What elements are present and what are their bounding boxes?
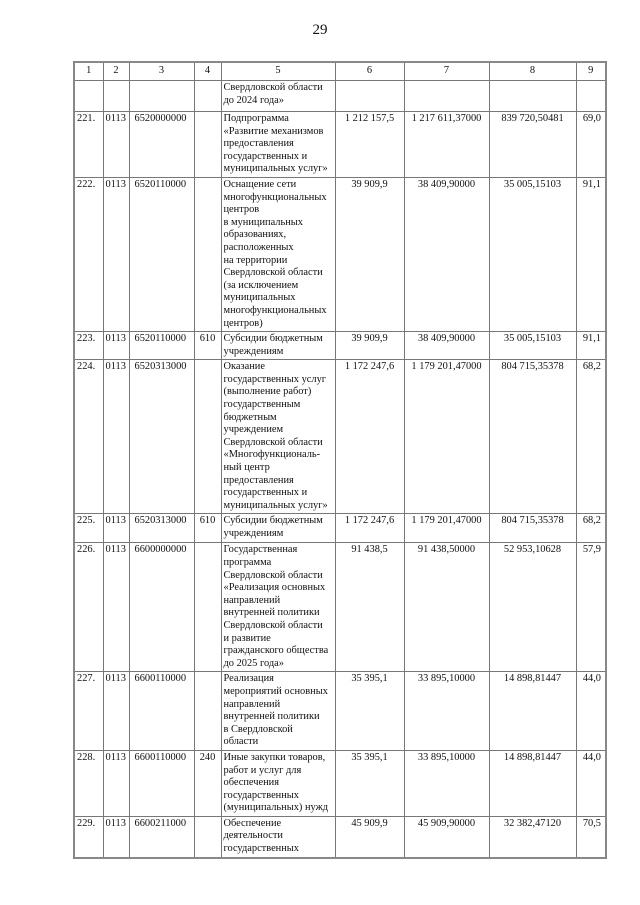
planned-value: 39 909,9 <box>335 332 404 360</box>
item-name-line: Подпрограмма <box>223 113 289 124</box>
execution-percent: 57,9 <box>576 543 606 672</box>
item-name <box>221 332 335 360</box>
item-name-line: в Свердловской <box>223 723 293 735</box>
target-code <box>129 81 194 112</box>
item-name-line: многофункциональных <box>223 191 327 203</box>
item-name <box>221 816 335 858</box>
target-code: 6520000000 <box>129 112 194 178</box>
row-number: 227. <box>74 672 103 751</box>
item-name-line: муниципальных <box>223 292 296 304</box>
item-name-line: «Развитие механизмов <box>223 125 324 137</box>
target-code: 6600000000 <box>129 543 194 672</box>
item-name-line: государственных и <box>223 150 308 162</box>
expense-type <box>194 112 221 178</box>
item-name-line: учреждениям <box>223 345 284 357</box>
planned-value: 1 172 247,6 <box>335 360 404 514</box>
execution-percent: 70,5 <box>576 816 606 858</box>
item-name <box>221 112 335 178</box>
column-header: 9 <box>576 62 606 81</box>
row-number: 229. <box>74 816 103 858</box>
expense-type <box>194 543 221 672</box>
executed-value: 14 898,81447 <box>489 750 576 816</box>
planned-value: 39 909,9 <box>335 177 404 331</box>
item-name <box>221 750 335 816</box>
table-row <box>74 816 606 858</box>
table-row <box>74 543 606 672</box>
approved-value: 38 409,90000 <box>404 177 489 331</box>
item-name-line: Свердловской области <box>223 569 323 581</box>
item-name-line: ный центр <box>223 462 270 474</box>
row-number: 223. <box>74 332 103 360</box>
item-name-line: обеспечения <box>223 777 279 789</box>
item-name-line: области <box>223 736 259 748</box>
row-number: 225. <box>74 514 103 543</box>
section-code: 0113 <box>103 816 129 858</box>
table-row <box>74 514 606 543</box>
item-name-line: направлений <box>223 698 281 710</box>
target-code: 6600110000 <box>129 750 194 816</box>
item-name-line: Свердловской области <box>223 436 323 448</box>
expense-type: 610 <box>194 514 221 543</box>
item-name-line: государственных и <box>223 487 308 499</box>
expense-type <box>194 177 221 331</box>
item-name-line: Свердловской области <box>223 619 323 631</box>
column-header: 7 <box>404 62 489 81</box>
section-code: 0113 <box>103 514 129 543</box>
target-code: 6520313000 <box>129 360 194 514</box>
column-header: 5 <box>221 62 335 81</box>
executed-value: 804 715,35378 <box>489 514 576 543</box>
item-name-line: учреждениям <box>223 528 284 539</box>
execution-percent: 91,1 <box>576 332 606 360</box>
item-name <box>221 514 335 543</box>
planned-value: 45 909,9 <box>335 816 404 858</box>
item-name-line: Свердловской области <box>223 267 323 279</box>
row-number: 224. <box>74 360 103 514</box>
table-row <box>74 360 606 514</box>
item-name-line: государственным <box>223 399 301 411</box>
item-name-line: «Реализация основных <box>223 582 326 594</box>
table-row <box>74 81 606 112</box>
expense-type <box>194 81 221 112</box>
section-code: 0113 <box>103 360 129 514</box>
executed-value: 839 720,50481 <box>489 112 576 178</box>
item-name-line: Реализация <box>223 673 274 685</box>
execution-percent <box>576 81 606 112</box>
planned-value: 1 172 247,6 <box>335 514 404 543</box>
approved-value: 1 179 201,47000 <box>404 514 489 543</box>
item-name-line: деятельности <box>223 830 283 842</box>
target-code: 6520313000 <box>129 514 194 543</box>
executed-value: 35 005,15103 <box>489 177 576 331</box>
item-name-line: «Многофункциональ- <box>223 449 321 461</box>
execution-percent: 44,0 <box>576 750 606 816</box>
item-name <box>221 177 335 331</box>
table-row <box>74 750 606 816</box>
item-name-line: гражданского общества <box>223 645 329 657</box>
expense-type <box>194 816 221 858</box>
section-code <box>103 81 129 112</box>
item-name-line: мероприятий основных <box>223 685 328 697</box>
row-number: 221. <box>74 112 103 178</box>
approved-value: 45 909,90000 <box>404 816 489 858</box>
item-name-line: многофункциональных <box>223 304 327 316</box>
target-code: 6520110000 <box>129 177 194 331</box>
approved-value: 33 895,10000 <box>404 672 489 751</box>
item-name-line: государственных <box>223 843 299 855</box>
item-name-line: Иные закупки товаров, <box>223 751 326 763</box>
column-header: 3 <box>129 62 194 81</box>
executed-value: 32 382,47120 <box>489 816 576 858</box>
item-name <box>221 81 335 112</box>
item-name-line: Оказание <box>223 361 265 373</box>
planned-value: 35 395,1 <box>335 672 404 751</box>
table-row <box>74 672 606 751</box>
planned-value: 91 438,5 <box>335 543 404 672</box>
executed-value: 804 715,35378 <box>489 360 576 514</box>
page-number: 29 <box>312 22 328 38</box>
planned-value: 35 395,1 <box>335 750 404 816</box>
item-name <box>221 360 335 514</box>
target-code: 6600211000 <box>129 816 194 858</box>
expense-type: 610 <box>194 332 221 360</box>
planned-value: 1 212 157,5 <box>335 112 404 178</box>
item-name-line: внутренней политики <box>223 711 320 723</box>
target-code: 6520110000 <box>129 332 194 360</box>
column-header: 8 <box>489 62 576 81</box>
executed-value: 14 898,81447 <box>489 672 576 751</box>
section-code: 0113 <box>103 543 129 672</box>
item-name-line: программа <box>223 557 272 568</box>
item-name-line: расположенных <box>223 241 294 253</box>
item-name-line: муниципальных услуг» <box>223 499 328 511</box>
item-name-line: и развитие <box>223 632 271 644</box>
column-header: 2 <box>103 62 129 81</box>
row-number <box>74 81 103 112</box>
approved-value: 1 217 611,37000 <box>404 112 489 178</box>
item-name-line: Свердловской области <box>223 82 323 93</box>
budget-table <box>73 61 607 859</box>
item-name-line: бюджетным <box>223 411 277 423</box>
item-name-line: работ и услуг для <box>223 764 302 776</box>
item-name-line: направлений <box>223 594 281 606</box>
execution-percent: 68,2 <box>576 514 606 543</box>
item-name-line: до 2025 года» <box>223 657 284 669</box>
approved-value <box>404 81 489 112</box>
table-row <box>74 332 606 360</box>
section-code: 0113 <box>103 177 129 331</box>
executed-value: 35 005,15103 <box>489 332 576 360</box>
executed-value: 52 953,10628 <box>489 543 576 672</box>
column-header: 6 <box>335 62 404 81</box>
row-number: 228. <box>74 750 103 816</box>
section-code: 0113 <box>103 672 129 751</box>
item-name-line: Оснащение сети <box>223 178 297 190</box>
approved-value: 1 179 201,47000 <box>404 360 489 514</box>
item-name-line: внутренней политики <box>223 607 320 619</box>
item-name-line: центров) <box>223 317 263 329</box>
approved-value: 33 895,10000 <box>404 750 489 816</box>
item-name-line: на территории <box>223 254 288 266</box>
table-header-row <box>74 62 606 81</box>
expense-type <box>194 360 221 514</box>
item-name-line: (муниципальных) нужд <box>223 802 329 814</box>
item-name-line: (за исключением <box>223 279 299 291</box>
section-code: 0113 <box>103 750 129 816</box>
executed-value <box>489 81 576 112</box>
section-code: 0113 <box>103 112 129 178</box>
expense-type: 240 <box>194 750 221 816</box>
item-name-line: Субсидии бюджетным <box>223 515 323 527</box>
item-name-line: образованиях, <box>223 229 287 241</box>
item-name-line: центров <box>223 204 260 216</box>
item-name-line: предоставления <box>223 474 294 486</box>
execution-percent: 91,1 <box>576 177 606 331</box>
execution-percent: 69,0 <box>576 112 606 178</box>
row-number: 222. <box>74 177 103 331</box>
execution-percent: 68,2 <box>576 360 606 514</box>
table-row <box>74 177 606 331</box>
item-name-line: предоставления <box>223 138 294 150</box>
item-name-line: до 2024 года» <box>223 94 284 106</box>
expense-type <box>194 672 221 751</box>
item-name-line: Субсидии бюджетным <box>223 333 323 345</box>
item-name <box>221 672 335 751</box>
column-header: 1 <box>74 62 103 81</box>
table-row <box>74 112 606 178</box>
item-name-line: (выполнение работ) <box>223 386 312 398</box>
planned-value <box>335 81 404 112</box>
item-name-line: государственных <box>223 789 299 801</box>
item-name-line: муниципальных услуг» <box>223 163 328 175</box>
approved-value: 91 438,50000 <box>404 543 489 672</box>
item-name-line: Обеспечение <box>223 817 282 829</box>
approved-value: 38 409,90000 <box>404 332 489 360</box>
item-name-line: государственных услуг <box>223 373 327 385</box>
item-name-line: Государственная <box>223 544 298 556</box>
item-name-line: в муниципальных <box>223 216 303 228</box>
item-name-line: учреждением <box>223 424 284 436</box>
execution-percent: 44,0 <box>576 672 606 751</box>
column-header: 4 <box>194 62 221 81</box>
section-code: 0113 <box>103 332 129 360</box>
target-code: 6600110000 <box>129 672 194 751</box>
item-name <box>221 543 335 672</box>
row-number: 226. <box>74 543 103 672</box>
